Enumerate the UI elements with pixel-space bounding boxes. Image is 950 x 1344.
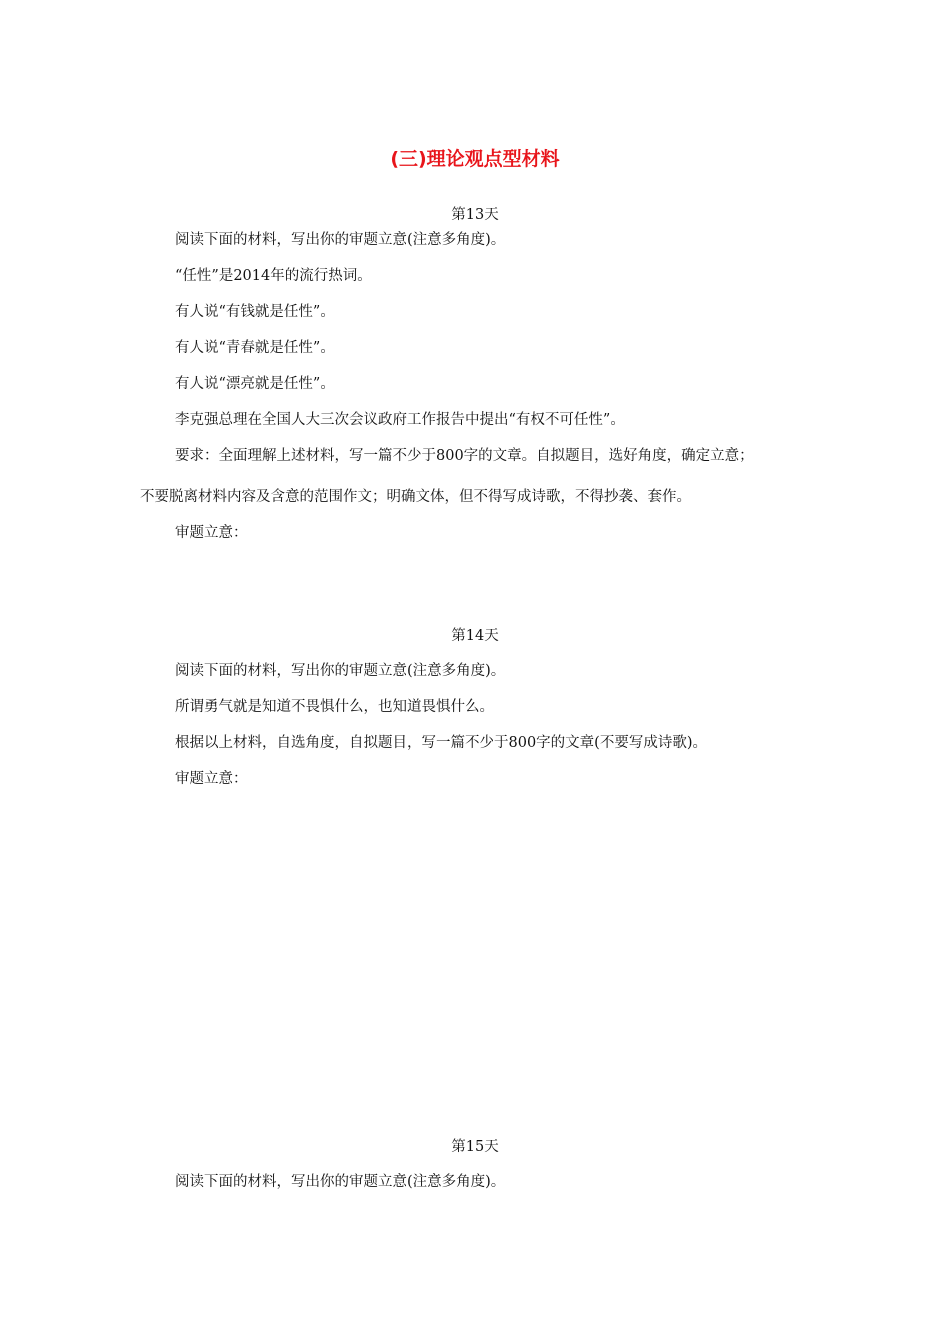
paragraph: 有人说“漂亮就是任性”。 <box>175 376 335 392</box>
section-day15-heading: 第15天 <box>451 1139 499 1155</box>
paragraph: 有人说“青春就是任性”。 <box>175 340 335 356</box>
answer-label: 审题立意： <box>175 525 248 541</box>
paragraph: 所谓勇气就是知道不畏惧什么，也知道畏惧什么。 <box>175 699 494 715</box>
paragraph: 要求：全面理解上述材料，写一篇不少于800字的文章。自拟题目，选好角度，确定立意； <box>175 448 754 464</box>
paragraph: 根据以上材料，自选角度，自拟题目，写一篇不少于800字的文章(不要写成诗歌)。 <box>175 735 707 751</box>
section-day14-heading: 第14天 <box>451 628 499 644</box>
page-title: (三)理论观点型材料 <box>390 148 560 170</box>
section-day13-heading: 第13天 <box>451 207 499 223</box>
paragraph: “任性”是2014年的流行热词。 <box>175 268 372 284</box>
paragraph: 阅读下面的材料，写出你的审题立意(注意多角度)。 <box>175 1174 506 1190</box>
paragraph: 有人说“有钱就是任性”。 <box>175 304 335 320</box>
answer-label: 审题立意： <box>175 771 248 787</box>
paragraph: 李克强总理在全国人大三次会议政府工作报告中提出“有权不可任性”。 <box>175 412 625 428</box>
paragraph: 阅读下面的材料，写出你的审题立意(注意多角度)。 <box>175 663 506 679</box>
paragraph: 阅读下面的材料，写出你的审题立意(注意多角度)。 <box>175 232 506 248</box>
paragraph: 不要脱离材料内容及含意的范围作文；明确文体，但不得写成诗歌，不得抄袭、套作。 <box>140 489 691 505</box>
